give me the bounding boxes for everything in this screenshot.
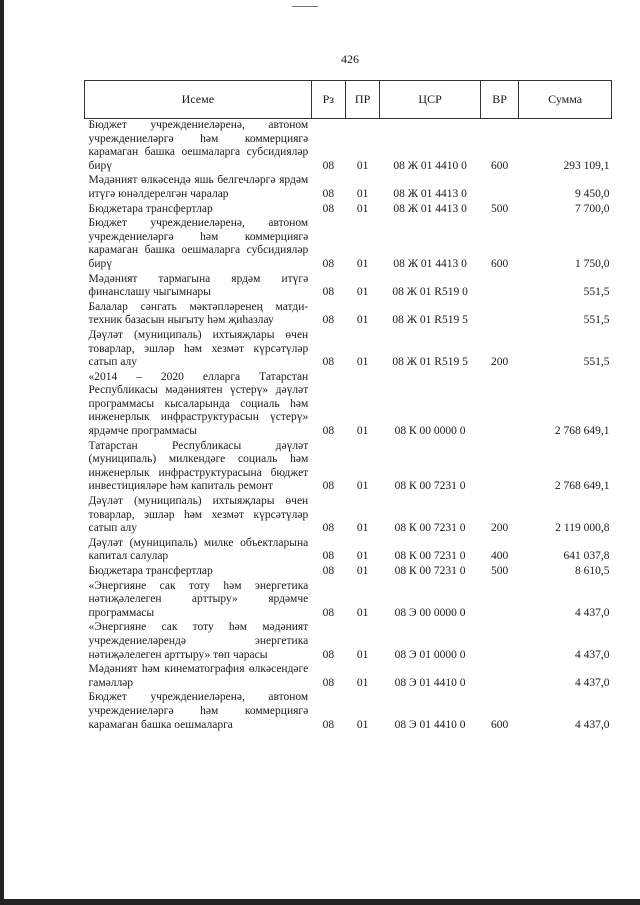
table-row: [85, 691, 612, 733]
table-row: [85, 580, 612, 622]
cell-pr: 01: [356, 202, 369, 215]
cell-pr: 01: [356, 550, 369, 563]
cell-name: Мәдәният тармагына ярдәм итүгә финанслашу чыгымнары: [88, 272, 309, 299]
cell-sum: 7 700,0: [575, 202, 610, 215]
cell-vr: 200: [490, 356, 509, 369]
cell-sum: 4 437,0: [575, 676, 610, 689]
cell-rz: 08: [322, 565, 335, 577]
cell-name: Бюджетара трансфертлар: [88, 565, 213, 577]
cell-csr: 08 Ж 01 R519 5: [392, 314, 468, 327]
cell-pr: 01: [356, 676, 369, 689]
cell-name: Мәдәният һәм кинематография өлкәсендәге гамәлләр: [88, 663, 309, 689]
cell-sum: 293 109,1: [563, 159, 610, 172]
table-row: [85, 174, 612, 202]
cell-csr: 08 Э 01 0000 0: [394, 648, 466, 661]
header-pr: ПР: [345, 81, 379, 119]
cell-pr: 01: [356, 257, 369, 270]
table-row: [85, 329, 612, 371]
header-name: Исеме: [85, 81, 312, 119]
table-row: [85, 565, 612, 580]
cell-pr: 01: [356, 480, 369, 493]
cell-rz: 08: [322, 159, 335, 172]
header-csr: ЦСР: [380, 81, 481, 119]
cell-vr: 600: [490, 718, 509, 731]
cell-vr: 500: [490, 565, 509, 577]
cell-name: Бюджет учреждениеләренә, автоном учреждениеләргә һәм коммерциягә карамаган башка оешмаларга: [88, 691, 309, 731]
cell-sum: 4 437,0: [575, 718, 610, 731]
cell-vr: [480, 371, 518, 440]
cell-rz: 08: [322, 202, 335, 215]
cell-vr: [480, 663, 518, 691]
cell-name: Бюджет учреждениеләренә, автоном учреждениеләргә һәм коммерциягә карамаган башка оешмаларга субсидияләр бирү: [88, 217, 309, 270]
cell-csr: 08 Ж 01 4413 0: [393, 257, 467, 270]
table-row: [85, 663, 612, 691]
cell-pr: 01: [356, 648, 369, 661]
table-header: [85, 81, 612, 119]
cell-sum: 2 768 649,1: [554, 480, 610, 493]
table-row: [85, 537, 612, 565]
cell-csr: 08 К 00 7231 0: [394, 480, 466, 493]
cell-sum: 551,5: [583, 286, 610, 299]
cell-rz: 08: [322, 257, 335, 270]
cell-pr: 01: [356, 159, 369, 172]
table-row: [85, 371, 612, 440]
cell-rz: 08: [322, 314, 335, 327]
scan-bottom-border: [0, 899, 640, 905]
cell-vr: [480, 301, 518, 329]
header-rz: Рз: [311, 81, 345, 119]
cell-csr: 08 Э 00 0000 0: [394, 606, 466, 619]
header-vr: ВР: [480, 81, 518, 119]
cell-pr: 01: [356, 606, 369, 619]
cell-rz: 08: [322, 522, 335, 535]
cell-csr: 08 Э 01 4410 0: [394, 676, 466, 689]
cell-sum: 641 037,8: [563, 550, 610, 563]
table-body: [85, 119, 612, 734]
cell-sum: 551,5: [583, 314, 610, 327]
cell-rz: 08: [322, 676, 335, 689]
cell-csr: 08 Ж 01 4413 0: [393, 187, 467, 200]
header-sum: Сумма: [519, 81, 612, 119]
cell-name: Бюджет учреждениеләренә, автоном учреждениеләргә һәм коммерциягә карамаган башка оешмаларга субсидияләр бирү: [88, 119, 309, 172]
cell-rz: 08: [322, 480, 335, 493]
budget-table: [84, 80, 612, 733]
table-row: [85, 217, 612, 272]
cell-vr: 600: [490, 159, 509, 172]
cell-vr: 200: [490, 522, 509, 535]
cell-csr: 08 Ж 01 R519 0: [392, 286, 468, 299]
header-row: [85, 81, 612, 119]
cell-name: Татарстан Республикасы дәүләт (муниципаль) милкендәге социаль һәм инженерлык инфраструктурасына бюджет инвестицияләре һәм капиталь ремонт: [88, 439, 309, 493]
cell-rz: 08: [322, 425, 335, 438]
cell-vr: 600: [490, 257, 509, 270]
table-row: [85, 203, 612, 218]
cell-sum: 8 610,5: [575, 565, 610, 577]
cell-sum: 9 450,0: [575, 187, 610, 200]
cell-rz: 08: [322, 187, 335, 200]
cell-pr: 01: [356, 314, 369, 327]
cell-csr: 08 Э 01 4410 0: [394, 718, 466, 731]
cell-rz: 08: [322, 550, 335, 563]
cell-sum: 4 437,0: [575, 648, 610, 661]
cell-rz: 08: [322, 356, 335, 369]
cell-name: Дәүләт (муниципаль) ихтыяҗлары өчен товарлар, эшләр һәм хезмәт күрсәтүләр сатып алу: [88, 328, 309, 369]
cell-pr: 01: [356, 522, 369, 535]
cell-pr: 01: [356, 718, 369, 731]
cell-csr: 08 Ж 01 4413 0: [393, 202, 467, 215]
cell-rz: 08: [322, 606, 335, 619]
cell-csr: 08 Ж 01 R519 5: [392, 356, 468, 369]
cell-rz: 08: [322, 286, 335, 299]
cell-pr: 01: [356, 286, 369, 299]
cell-sum: 2 768 649,1: [554, 425, 610, 438]
cell-rz: 08: [322, 718, 335, 731]
page-number: 426: [341, 52, 359, 66]
cell-csr: 08 К 00 7231 0: [394, 550, 466, 563]
cell-name: «Энергияне сак тоту һәм мәдәният учреждениеләрендә энергетика нәтиҗәлелеген арттыру» төп чарасы: [88, 621, 309, 661]
scan-left-border: [0, 0, 4, 905]
cell-csr: 08 К 00 0000 0: [394, 425, 466, 438]
cell-pr: 01: [356, 187, 369, 200]
cell-rz: 08: [322, 648, 335, 661]
top-scan-mark: [292, 6, 318, 7]
cell-sum: 551,5: [583, 356, 610, 369]
cell-pr: 01: [356, 565, 369, 577]
table-row: [85, 273, 612, 301]
cell-vr: 500: [490, 202, 509, 215]
cell-name: Мәдәният өлкәсендә яшь белгечләргә ярдәм итүгә юнәлдерелгән чаралар: [88, 174, 309, 200]
table-row: [85, 495, 612, 537]
table-row: [85, 301, 612, 329]
cell-name: Дәүләт (муниципаль) ихтыяҗлары өчен товарлар, эшләр һәм хезмәт күрсәтүләр сатып алу: [88, 495, 309, 535]
table-row: [85, 440, 612, 495]
cell-pr: 01: [356, 425, 369, 438]
table-row: [85, 119, 612, 175]
cell-name: Бюджетара трансфертлар: [88, 202, 213, 215]
cell-csr: 08 К 00 7231 0: [394, 522, 466, 535]
cell-vr: 400: [490, 550, 509, 563]
cell-name: Дәүләт (муниципаль) милке объектларына капитал салулар: [88, 536, 309, 563]
cell-pr: 01: [356, 356, 369, 369]
cell-vr: [480, 440, 518, 495]
cell-sum: 4 437,0: [575, 606, 610, 619]
table-row: [85, 621, 612, 663]
cell-csr: 08 Ж 01 4410 0: [393, 159, 467, 172]
cell-csr: 08 К 00 7231 0: [394, 565, 466, 577]
cell-vr: [480, 174, 518, 202]
cell-sum: 1 750,0: [575, 257, 610, 270]
cell-vr: [480, 580, 518, 622]
cell-vr: [480, 273, 518, 301]
cell-vr: [480, 621, 518, 663]
cell-name: «Энергияне сак тоту һәм энергетика нәтиҗәлелеген арттыру» ярдәмче программасы: [88, 579, 309, 619]
cell-sum: 2 119 000,8: [555, 522, 610, 535]
cell-name: Балалар сәнгать мәктәпләренең матди-техник базасын ныгыту һәм җиһазлау: [88, 300, 309, 327]
cell-name: «2014 – 2020 елларга Татарстан Республикасы мәдәниятен үстерү» дәүләт программасы кысаларында социаль һәм инженерлык инфраструктурасын үстерү» ярдәмче программасы: [88, 370, 309, 438]
